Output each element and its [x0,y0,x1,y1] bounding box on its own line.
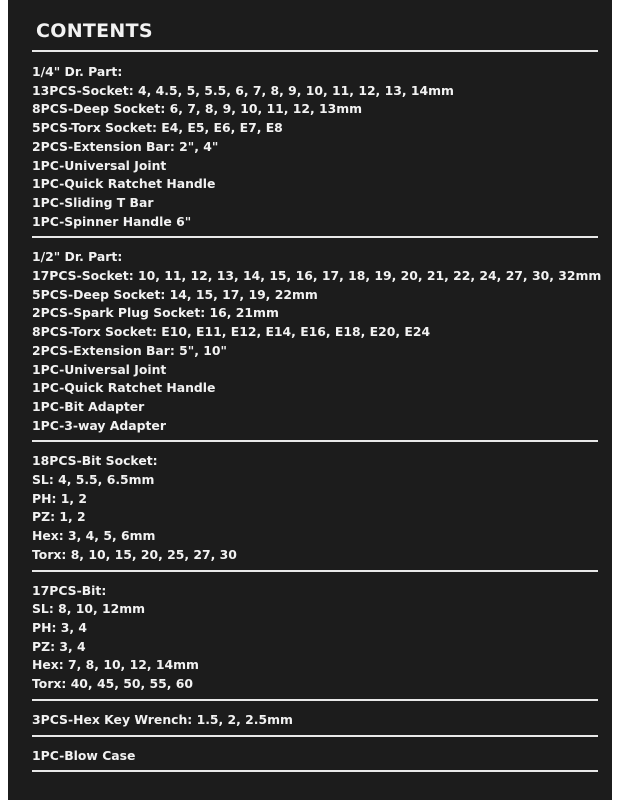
contents-section [32,747,598,773]
section-heading: 1/2" Dr. Part: [32,249,123,265]
section-heading: 3PCS-Hex Key Wrench: 1.5, 2, 2.5mm [32,711,293,727]
content-line: 5PCS-Deep Socket: 14, 15, 17, 19, 22mm [32,286,318,302]
content-line: 2PCS-Spark Plug Socket: 16, 21mm [32,305,279,321]
contents-panel [8,0,612,800]
section-heading: 1/4" Dr. Part: [32,64,123,79]
section-divider [32,570,598,572]
content-line: PZ: 3, 4 [32,638,86,654]
title-divider [32,50,598,52]
content-line: Hex: 7, 8, 10, 12, 14mm [32,657,199,673]
content-line: 8PCS-Deep Socket: 6, 7, 8, 9, 10, 11, 12, 13mm [32,101,363,117]
contents-section [32,582,598,701]
contents-list [32,63,602,772]
section-heading: 18PCS-Bit Socket: [32,453,158,469]
content-line: 1PC-Spinner Handle 6" [32,213,192,229]
content-line: 2PCS-Extension Bar: 2", 4" [32,138,219,154]
section-divider [32,440,598,442]
content-line: 8PCS-Torx Socket: E10, E11, E12, E14, E16, E18, E20, E24 [32,324,431,340]
content-line: 1PC-Quick Ratchet Handle [32,176,216,192]
content-line: SL: 4, 5.5, 6.5mm [32,472,155,488]
content-line: PH: 1, 2 [32,490,87,506]
content-line: 1PC-3-way Adapter [32,417,166,433]
section-divider [32,699,598,701]
content-line: Torx: 8, 10, 15, 20, 25, 27, 30 [32,546,237,562]
content-line: 1PC-Sliding T Bar [32,194,154,210]
contents-title: CONTENTS [36,20,153,42]
content-line: 17PCS-Socket: 10, 11, 12, 13, 14, 15, 16, 17, 18, 19, 20, 21, 22, 24, 27, 30, 32mm [32,268,602,284]
content-line: PH: 3, 4 [32,619,87,635]
content-line: Hex: 3, 4, 5, 6mm [32,528,156,544]
content-line: SL: 8, 10, 12mm [32,601,146,617]
content-line: 13PCS-Socket: 4, 4.5, 5, 5.5, 6, 7, 8, 9, 10, 11, 12, 13, 14mm [32,82,454,98]
section-heading: 17PCS-Bit: [32,582,107,598]
section-divider [32,770,598,772]
content-line: 1PC-Quick Ratchet Handle [32,380,216,396]
content-line: PZ: 1, 2 [32,509,86,525]
content-line: Torx: 40, 45, 50, 55, 60 [32,676,193,692]
content-line: 5PCS-Torx Socket: E4, E5, E6, E7, E8 [32,120,283,136]
content-line: 1PC-Universal Joint [32,157,167,173]
contents-section [32,711,598,737]
contents-section [32,452,598,571]
section-heading: 1PC-Blow Case [32,747,136,763]
content-line: 1PC-Bit Adapter [32,398,145,414]
content-line: 1PC-Universal Joint [32,361,167,377]
contents-section [32,248,602,442]
section-divider [32,735,598,737]
content-line: 2PCS-Extension Bar: 5", 10" [32,342,227,358]
contents-section [32,63,598,238]
section-divider [32,236,598,238]
